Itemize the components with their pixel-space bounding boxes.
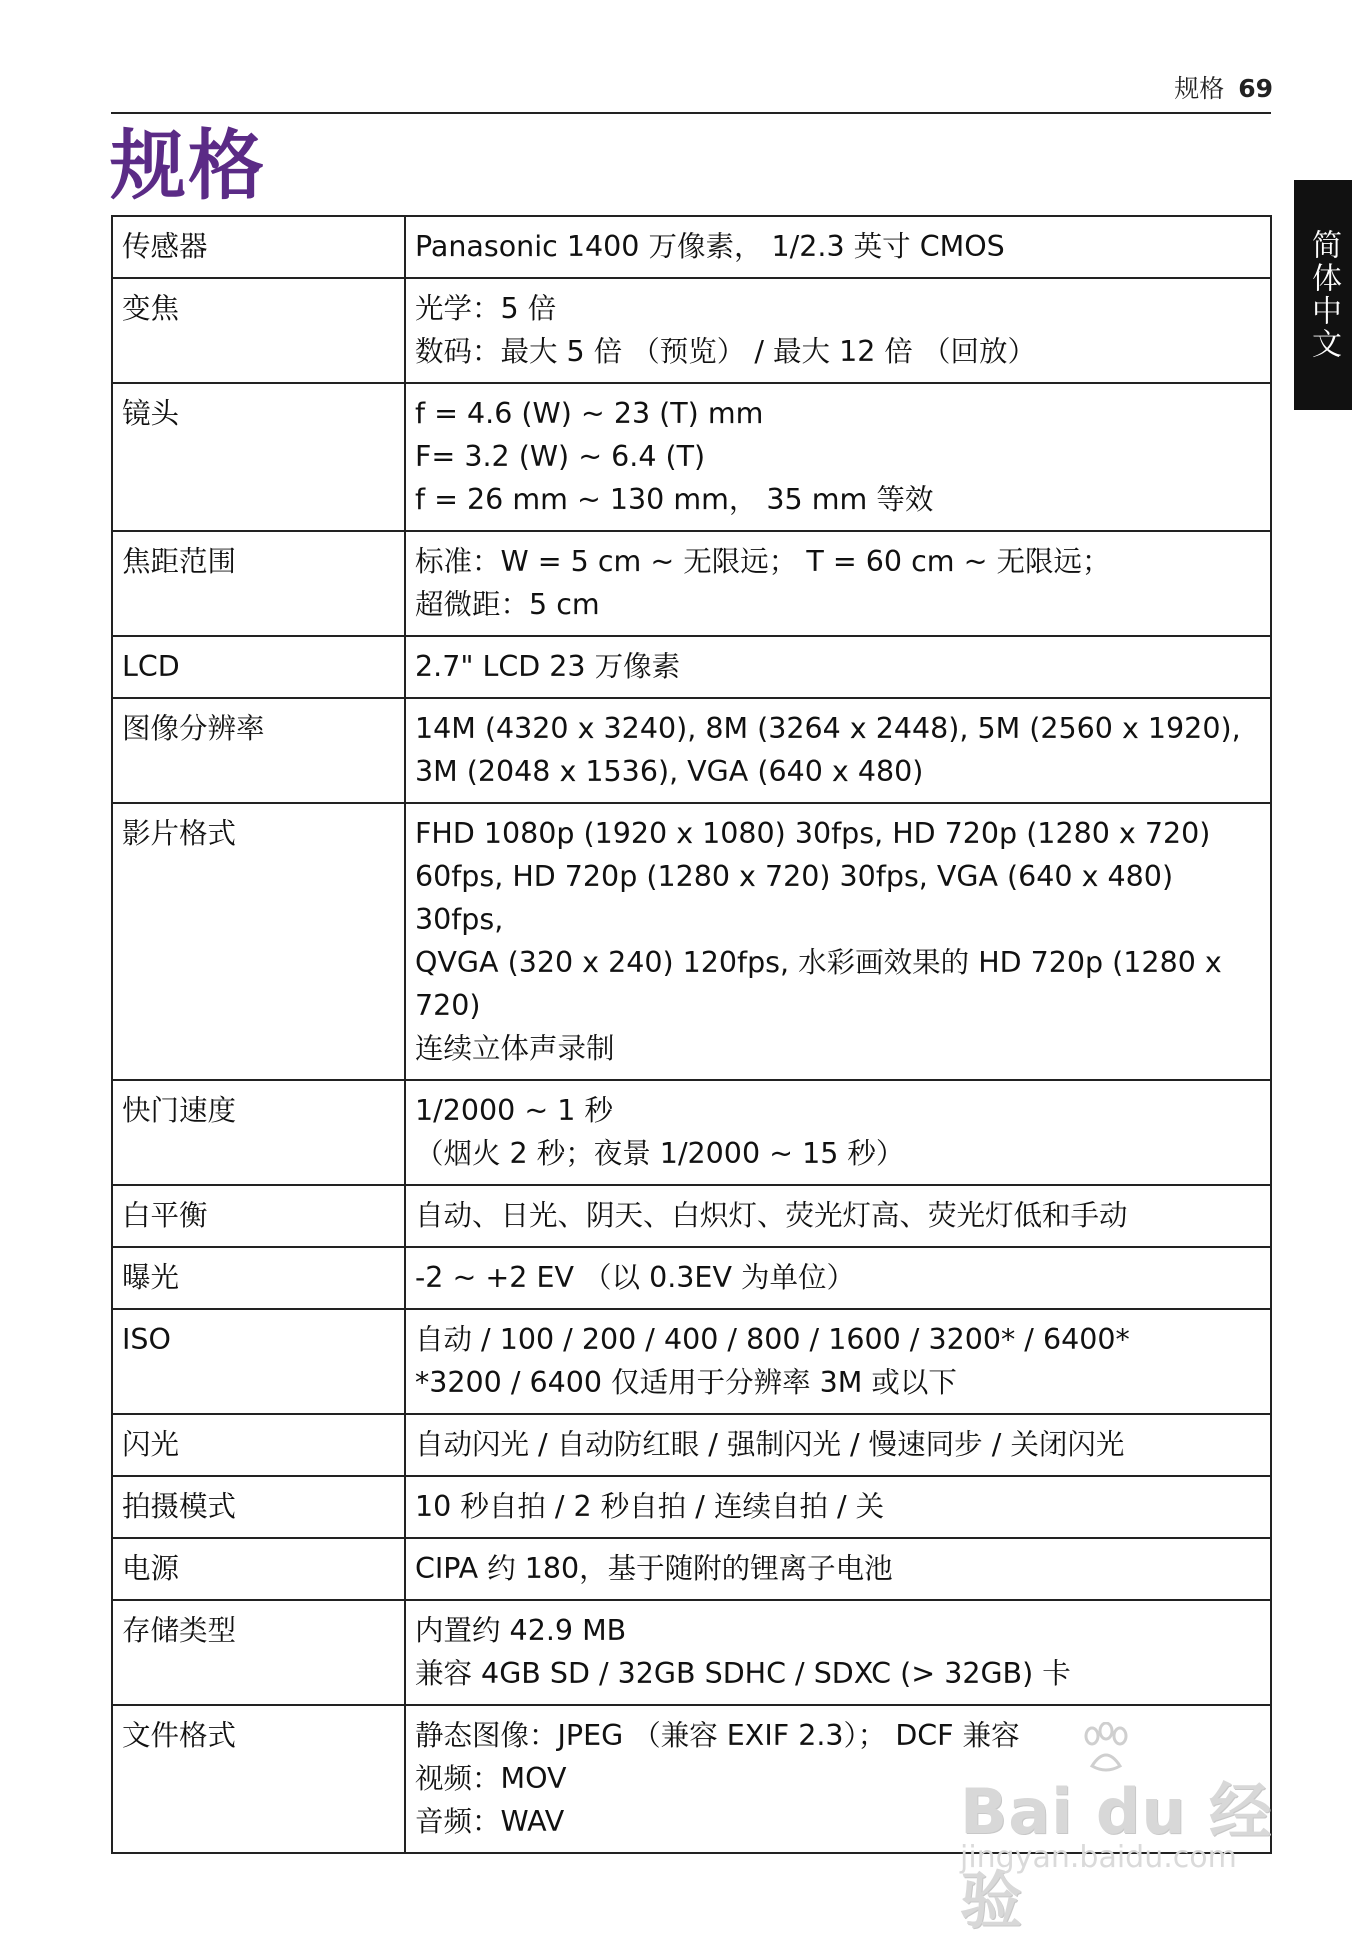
spec-value: 自动闪光 / 自动防红眼 / 强制闪光 / 慢速同步 / 关闭闪光 — [405, 1414, 1271, 1476]
running-header — [1174, 74, 1273, 104]
spec-value: -2 ~ +2 EV （以 0.3EV 为单位） — [405, 1247, 1271, 1309]
spec-row — [112, 1309, 1271, 1414]
spec-value: 光学：5 倍 数码：最大 5 倍 （预览） / 最大 12 倍 （回放） — [405, 278, 1271, 383]
spec-key: 文件格式 — [112, 1705, 405, 1853]
spec-key: 电源 — [112, 1538, 405, 1600]
spec-key: 影片格式 — [112, 803, 405, 1080]
watermark-brand: Bai du 经验 — [960, 1775, 1273, 1937]
spec-value: 内置约 42.9 MB 兼容 4GB SD / 32GB SDHC / SDXC (> 32GB) 卡 — [405, 1600, 1271, 1705]
spec-key: 变焦 — [112, 278, 405, 383]
header-section: 规格 — [1174, 74, 1225, 103]
spec-row — [112, 531, 1271, 636]
spec-value: 标准：W = 5 cm ~ 无限远； T = 60 cm ~ 无限远； 超微距：5 cm — [405, 531, 1271, 636]
spec-key: ISO — [112, 1309, 405, 1414]
spec-value: 自动 / 100 / 200 / 400 / 800 / 1600 / 3200* / 6400* *3200 / 6400 仅适用于分辨率 3M 或以下 — [405, 1309, 1271, 1414]
spec-value: 自动、日光、阴天、白炽灯、荧光灯高、荧光灯低和手动 — [405, 1185, 1271, 1247]
spec-value: CIPA 约 180，基于随附的锂离子电池 — [405, 1538, 1271, 1600]
spec-row — [112, 1600, 1271, 1705]
spec-key: 拍摄模式 — [112, 1476, 405, 1538]
spec-key: 白平衡 — [112, 1185, 405, 1247]
spec-row — [112, 636, 1271, 698]
spec-value: Panasonic 1400 万像素， 1/2.3 英寸 CMOS — [405, 216, 1271, 278]
spec-table — [111, 215, 1272, 1854]
spec-row — [112, 1185, 1271, 1247]
spec-value: 10 秒自拍 / 2 秒自拍 / 连续自拍 / 关 — [405, 1476, 1271, 1538]
spec-row — [112, 1247, 1271, 1309]
spec-row — [112, 698, 1271, 803]
spec-key: 焦距范围 — [112, 531, 405, 636]
watermark — [960, 1720, 1280, 1937]
spec-key: 传感器 — [112, 216, 405, 278]
spec-value: 1/2000 ~ 1 秒 （烟火 2 秒；夜景 1/2000 ~ 15 秒） — [405, 1080, 1271, 1185]
spec-value: f = 4.6 (W) ~ 23 (T) mm F= 3.2 (W) ~ 6.4 (T) f = 26 mm ~ 130 mm， 35 mm 等效 — [405, 383, 1271, 531]
spec-key: 存储类型 — [112, 1600, 405, 1705]
language-tab — [1294, 180, 1352, 410]
watermark-url: jingyan.baidu.com — [960, 1840, 1237, 1875]
spec-value: 2.7" LCD 23 万像素 — [405, 636, 1271, 698]
spec-value: 静态图像：JPEG （兼容 EXIF 2.3）； DCF 兼容 视频：MOV 音频：WAV — [405, 1705, 1271, 1853]
spec-key: 镜头 — [112, 383, 405, 531]
page-title: 规格 — [110, 121, 266, 210]
spec-row — [112, 1538, 1271, 1600]
spec-row — [112, 383, 1271, 531]
spec-key: 图像分辨率 — [112, 698, 405, 803]
header-rule — [111, 112, 1271, 114]
spec-row — [112, 1414, 1271, 1476]
spec-key: 闪光 — [112, 1414, 405, 1476]
language-tab-label: 简体中文 — [1306, 229, 1341, 361]
spec-row — [112, 803, 1271, 1080]
spec-value: FHD 1080p (1920 x 1080) 30fps, HD 720p (1280 x 720) 60fps, HD 720p (1280 x 720) 30fps, VGA (640 x 480) 30fps, QVGA (320 x 240) 120fps, 水彩画效果的 HD 720p (1280 x 720) 连续立体声录制 — [405, 803, 1271, 1080]
page-number: 69 — [1238, 74, 1273, 103]
spec-value: 14M (4320 x 3240), 8M (3264 x 2448), 5M (2560 x 1920), 3M (2048 x 1536), VGA (640 x 480) — [405, 698, 1271, 803]
spec-key: 曝光 — [112, 1247, 405, 1309]
spec-row — [112, 1476, 1271, 1538]
spec-key: LCD — [112, 636, 405, 698]
spec-table-body — [112, 216, 1271, 1853]
spec-row — [112, 278, 1271, 383]
spec-row — [112, 216, 1271, 278]
spec-key: 快门速度 — [112, 1080, 405, 1185]
spec-row — [112, 1080, 1271, 1185]
